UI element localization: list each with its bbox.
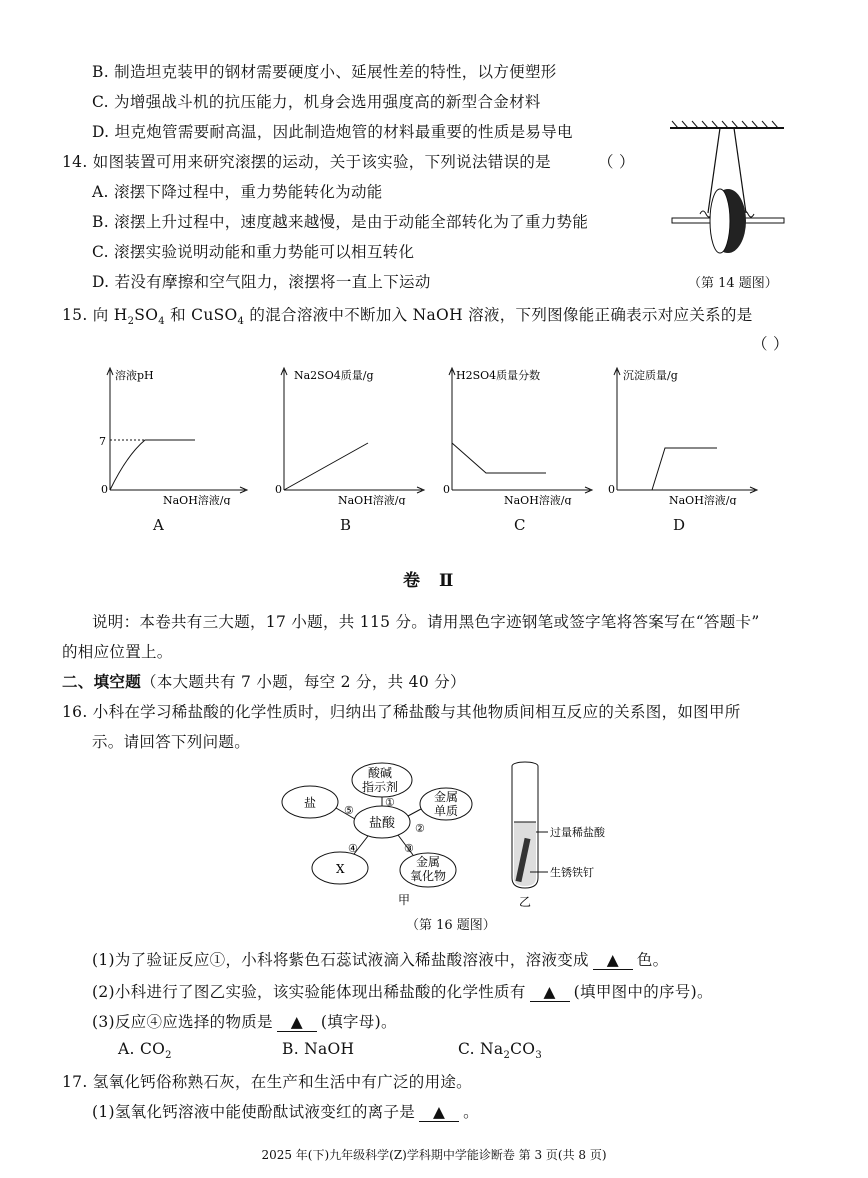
q13-option-d: D. 坦克炮管需要耐高温，因此制造炮管的材料最重要的性质是易导电 xyxy=(92,123,573,141)
q14-option-b: B. 滚摆上升过程中，速度越来越慢，是由于动能全部转化为了重力势能 xyxy=(92,213,589,231)
q16-part1: (1)为了验证反应①，小科将紫色石蕊试液滴入稀盐酸溶液中，溶液变成 ▲ 色。 xyxy=(92,951,669,969)
node-oxide-line1: 金属 xyxy=(416,855,441,869)
node-metal-line2: 单质 xyxy=(434,804,459,818)
graph-b-origin: 0 xyxy=(275,483,282,496)
q15-answer-paren: （ ） xyxy=(752,335,789,353)
node-indicator-line2: 指示剂 xyxy=(362,780,399,794)
q16-part2-blank: ▲ xyxy=(530,983,570,1002)
q13-option-b: B. 制造坦克装甲的钢材需要硬度小、延展性差的特性，以方便塑形 xyxy=(92,63,557,81)
q16-figure-caption: （第 16 题图） xyxy=(406,918,496,933)
q16-part1-blank: ▲ xyxy=(593,951,633,970)
q16-stem-line2: 示。请回答下列问题。 xyxy=(92,733,251,751)
graph-b-xlabel: NaOH溶液/g xyxy=(338,494,406,505)
q16-part2: (2)小科进行了图乙实验，该实验能体现出稀盐酸的化学性质有 ▲ (填甲图中的序号)。 xyxy=(92,983,713,1001)
reaction-2: ② xyxy=(415,822,425,835)
graph-b-ylabel: Na2SO4质量/g xyxy=(294,369,374,382)
q15-graph-c xyxy=(440,365,600,505)
graph-a-ylabel: 溶液pH xyxy=(115,369,154,382)
q14-option-d: D. 若没有摩擦和空气阻力，滚摆将一直上下运动 xyxy=(92,273,431,291)
q15-stem: 15. 向 $H_2SO_4$ 和 CuSO$_4$ 的混合溶液中不断加入 NaOH 溶液，下列图像能正确表示对应关系的是 xyxy=(62,306,753,328)
section-title: 卷 Ⅱ xyxy=(403,571,454,591)
reaction-5: ⑤ xyxy=(344,804,354,817)
tube-label-nail: 生锈铁钉 xyxy=(550,866,594,879)
q13-option-c: C. 为增强战斗机的抗压能力，机身会选用强度高的新型合金材料 xyxy=(92,93,541,111)
page-footer: 2025 年(下)九年级科学(Z)学科期中学能诊断卷 第 3 页(共 8 页) xyxy=(261,1148,607,1162)
q14-figure-pendulum xyxy=(662,118,792,268)
q16-choice-a: A. $CO_2$ xyxy=(118,1040,172,1062)
node-salt: 盐 xyxy=(304,796,317,810)
section-note-line1: 说明：本卷共有三大题，17 小题，共 115 分。请用黑色字迹钢笔或签字笔将答案写在“答题卡” xyxy=(92,613,760,631)
q15-label-a: A xyxy=(153,516,164,534)
section-heading: 二、填空题（本大题共有 7 小题，每空 2 分，共 40 分） xyxy=(62,672,466,691)
q15-label-c: C xyxy=(514,516,526,534)
diagram-label-yi: 乙 xyxy=(519,895,532,909)
reaction-1: ① xyxy=(385,796,395,809)
graph-a-origin: 0 xyxy=(101,483,108,496)
graph-a-tick-7: 7 xyxy=(99,435,106,448)
q17-part1: (1)氢氧化钙溶液中能使酚酞试液变红的离子是 ▲ 。 xyxy=(92,1103,479,1121)
reaction-4: ④ xyxy=(348,842,358,855)
q14-figure-caption: （第 14 题图） xyxy=(688,276,778,291)
node-center-hcl: 盐酸 xyxy=(369,816,396,831)
tube-label-acid: 过量稀盐酸 xyxy=(550,826,605,839)
graph-c-ylabel: H2SO4质量分数 xyxy=(456,369,541,382)
q15-graph-a xyxy=(95,365,255,505)
q14-answer-paren: （ ） xyxy=(598,153,635,171)
graph-d-origin: 0 xyxy=(608,483,615,496)
node-x: X xyxy=(336,862,345,876)
reaction-3: ③ xyxy=(404,842,414,855)
graph-a-xlabel: NaOH溶液/g xyxy=(163,494,231,505)
q14-option-a: A. 滚摆下降过程中，重力势能转化为动能 xyxy=(92,183,383,201)
q16-choice-b: B. NaOH xyxy=(282,1040,355,1058)
node-oxide-line2: 氧化物 xyxy=(410,869,447,883)
node-metal-line1: 金属 xyxy=(434,790,459,804)
q16-diagram-yi-test-tube xyxy=(500,760,650,910)
graph-c-origin: 0 xyxy=(443,483,450,496)
q14-stem: 14. 如图装置可用来研究滚摆的运动，关于该实验，下列说法错误的是 xyxy=(62,153,551,171)
q17-part1-blank: ▲ xyxy=(419,1103,459,1122)
graph-c-xlabel: NaOH溶液/g xyxy=(504,494,572,505)
q17-stem: 17. 氢氧化钙俗称熟石灰，在生产和生活中有广泛的用途。 xyxy=(62,1073,472,1091)
q16-stem-line1: 16. 小科在学习稀盐酸的化学性质时，归纳出了稀盐酸与其他物质间相互反应的关系图，如图甲所 xyxy=(62,703,741,721)
q16-part3-blank: ▲ xyxy=(277,1013,317,1032)
diagram-label-jia: 甲 xyxy=(398,893,411,907)
q16-diagram-jia xyxy=(278,762,478,912)
graph-d-xlabel: NaOH溶液/g xyxy=(669,494,737,505)
q15-label-d: D xyxy=(673,516,686,534)
q16-choice-c: C. $Na_2CO_3$ xyxy=(458,1040,542,1062)
graph-d-ylabel: 沉淀质量/g xyxy=(623,369,678,382)
q15-label-b: B xyxy=(340,516,352,534)
q14-option-c: C. 滚摆实验说明动能和重力势能可以相互转化 xyxy=(92,243,415,261)
section-note-line2: 的相应位置上。 xyxy=(62,643,173,661)
node-indicator-line1: 酸碱 xyxy=(368,766,393,780)
q16-part3: (3)反应④应选择的物质是 ▲ (填字母)。 xyxy=(92,1013,397,1031)
q15-graph-b xyxy=(272,365,432,505)
q15-graph-d xyxy=(605,365,765,505)
